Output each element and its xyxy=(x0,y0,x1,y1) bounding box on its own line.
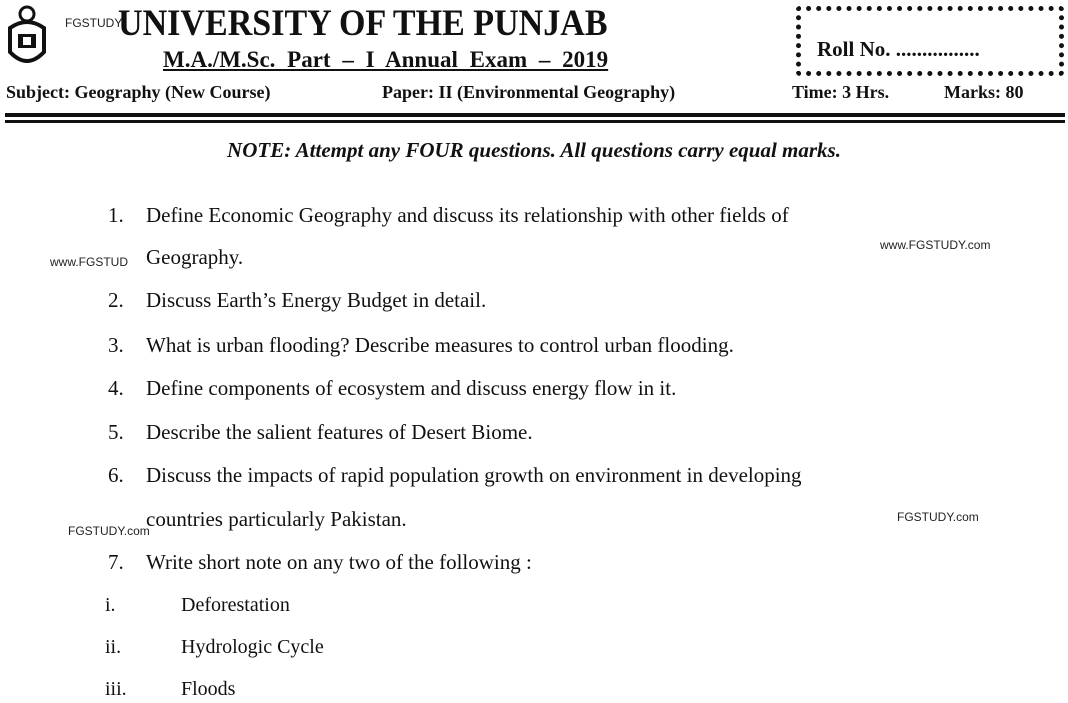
watermark: FGSTUDY.com xyxy=(897,510,979,524)
divider xyxy=(5,120,1065,123)
question-7: 7. Write short note on any two of the following : xyxy=(108,550,532,574)
time: Time: 3 Hrs. xyxy=(792,82,890,102)
paper: Paper: II (Environmental Geography) xyxy=(382,82,676,102)
note: NOTE: Attempt any FOUR questions. All questions carry equal marks. xyxy=(227,138,841,162)
roll-number-box xyxy=(796,6,1064,76)
exam-heading: M.A./M.Sc. Part – I Annual Exam – 2019 xyxy=(163,47,609,72)
university-title: UNIVERSITY OF THE PUNJAB xyxy=(118,3,608,44)
sub-item: iii. Floods xyxy=(105,678,236,700)
university-logo xyxy=(6,4,48,70)
watermark: www.FGSTUD xyxy=(50,255,128,269)
question-2: 2. Discuss Earth’s Energy Budget in detail. xyxy=(108,288,487,312)
watermark: FGSTUDY xyxy=(65,16,123,30)
question-1: 1. Define Economic Geography and discuss its relationship with other fields of xyxy=(108,203,789,227)
marks: Marks: 80 xyxy=(944,82,1024,102)
question-1-continued: Geography. xyxy=(146,245,244,269)
sub-item: ii. Hydrologic Cycle xyxy=(105,636,324,658)
watermark: FGSTUDY.com xyxy=(68,524,150,538)
roll-number-label: Roll No. ................ xyxy=(817,37,980,61)
divider xyxy=(5,113,1065,117)
question-5: 5. Describe the salient features of Desert Biome. xyxy=(108,420,533,444)
subject: Subject: Geography (New Course) xyxy=(6,82,271,102)
question-4: 4. Define components of ecosystem and discuss energy flow in it. xyxy=(108,376,677,400)
watermark: www.FGSTUDY.com xyxy=(880,238,991,252)
sub-item: i. Deforestation xyxy=(105,594,290,616)
question-6: 6. Discuss the impacts of rapid population growth on environment in developing xyxy=(108,463,802,487)
question-6-continued: countries particularly Pakistan. xyxy=(146,507,407,531)
question-3: 3. What is urban flooding? Describe measures to control urban flooding. xyxy=(108,333,734,357)
